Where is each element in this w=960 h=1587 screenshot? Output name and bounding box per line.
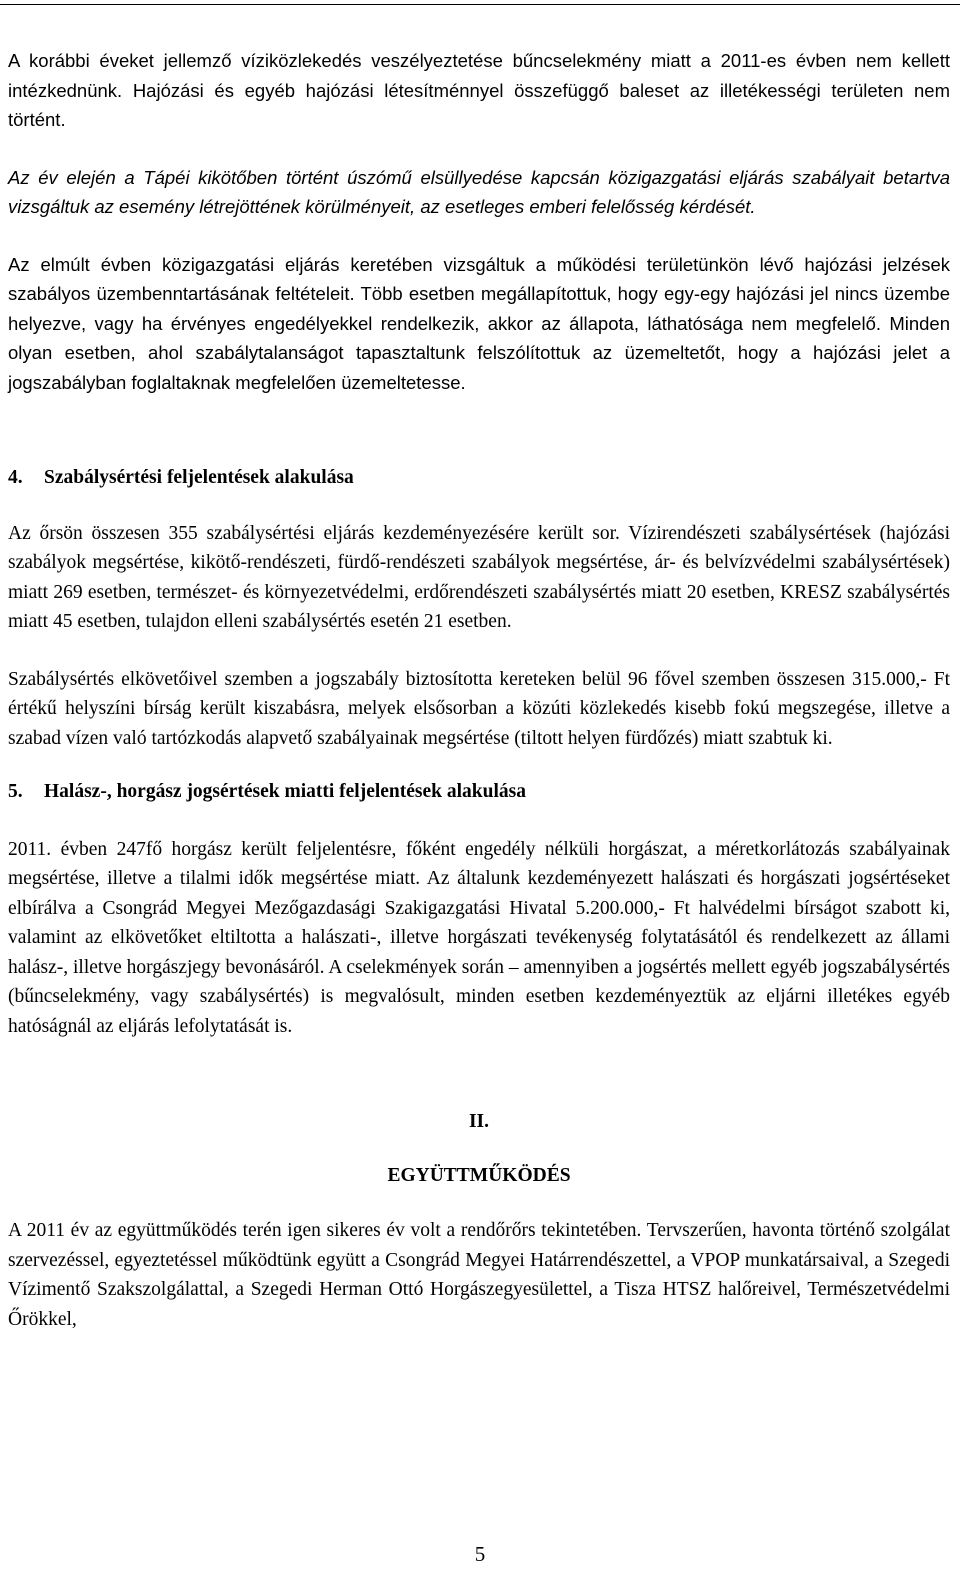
page-number: 5: [474, 1542, 486, 1566]
part-2-roman-numeral: II.: [468, 1111, 490, 1132]
header-rule: [0, 4, 960, 5]
paragraph-tape-harbor: Az év elején a Tápéi kikötőben történt úszómű elsüllyedése kapcsán közigazgatási eljárás szabályait betartva vizsgáltuk az esemény létrejöttének körülményeit, az esetleges emberi felelősség kérdését.: [8, 166, 950, 217]
paragraph-navigation-signs: Az elmúlt évben közigazgatási eljárás keretében vizsgáltuk a működési területünkön lévő hajózási jelzések szabályos üzembenntartásának feltételeit. Több esetben megállapítottuk, hogy egy-egy hajózási jel nincs üzembe helyezve, vagy ha érvényes engedélyekkel rendelkezik, akkor az állapota, láthatósága nem megfelelő. Minden olyan esetben, ahol szabálytalanságot tapasztaltunk felszólítottuk az üzemeltetőt, hogy a hajózási jelet a jogszabályban foglaltaknak megfelelően üzemeltetesse.: [8, 253, 950, 393]
document-page: [8, 46, 950, 1334]
section-4-heading: [8, 463, 950, 493]
paragraph-fishing-offences: 2011. évben 247fő horgász került feljelentésre, főként engedély nélküli horgászat, a méretkorlátozás szabályainak megsértése, illetve a tilalmi idők megsértése miatt. Az általunk kezdeményezett halászati és horgászati jogsértéseket elbírálva a Csongrád Megyei Mezőgazdasági Szakigazgatási Hivatal 5.200.000,- Ft halvédelmi bírságot szabott ki, valamint az elkövetőket eltiltotta a halászati-, illetve horgászati tevékenység folytatásától és rendelkezett az állami halász-, illetve horgászjegy bevonásáról. A cselekmények során – amennyiben a jogsértés mellett egyéb jogszabálysértés (bűncselekmény, vagy szabálysértés) is megvalósult, minden esetben kezdeményeztük az eljárni illetékes egyéb hatóságnál az eljárás lefolytatását is.: [8, 838, 950, 1037]
section-5-heading: [8, 777, 950, 807]
section-4-number: 4.: [8, 467, 23, 488]
part-2-title: EGYÜTTMŰKÖDÉS: [387, 1164, 571, 1186]
paragraph-on-the-spot-fines: Szabálysértés elkövetőivel szemben a jogszabály biztosította kereteken belül 96 fővel szemben összesen 315.000,- Ft értékű helyszíni bírság került kiszabásra, melyek elsősorban a közúti közlekedés kisebb fokú megszegése, illetve a szabad vízen való tartózkodás alapvető szabályainak megsértése (tiltott helyen fürdőzés) miatt szabtuk ki.: [8, 668, 950, 749]
section-5-title: Halász-, horgász jogsértések miatti feljelentések alakulása: [44, 781, 526, 802]
paragraph-offences-summary: Az őrsön összesen 355 szabálysértési eljárás kezdeményezésére került sor. Vízirendészeti szabálysértések (hajózási szabályok megsértése, kikötő-rendészeti, fürdő-rendészeti szabályok megsértése, ár- és belvízvédelmi szabálysértések) miatt 269 esetben, természet- és környezetvédelmi, erdőrendészeti szabálysértés miatt 20 esetben, KRESZ szabálysértés miatt 45 esetben, tulajdon elleni szabálysértés esetén 21 esetben.: [8, 522, 950, 632]
section-5-number: 5.: [8, 781, 23, 802]
paragraph-navigation-crimes: A korábbi éveket jellemző víziközlekedés veszélyeztetése bűncselekmény miatt a 2011-es évben nem kellett intézkednünk. Hajózási és egyéb hajózási létesítménnyel összefüggő baleset az illetékességi területen nem történt.: [8, 50, 950, 130]
section-4-title: Szabálysértési feljelentések alakulása: [44, 467, 354, 488]
paragraph-cooperation: A 2011 év az együttműködés terén igen sikeres év volt a rendőrőrs tekintetében. Tervszerűen, havonta történő szolgálat szervezéssel, egyeztetéssel működtünk együtt a Csongrád Megyei Határrendészettel, a VPOP munkatársaival, a Szegedi Vízimentő Szakszolgálattal, a Szegedi Herman Ottó Horgászegyesülettel, a Tisza HTSZ halőreivel, Természetvédelmi Őrökkel,: [8, 1220, 950, 1330]
